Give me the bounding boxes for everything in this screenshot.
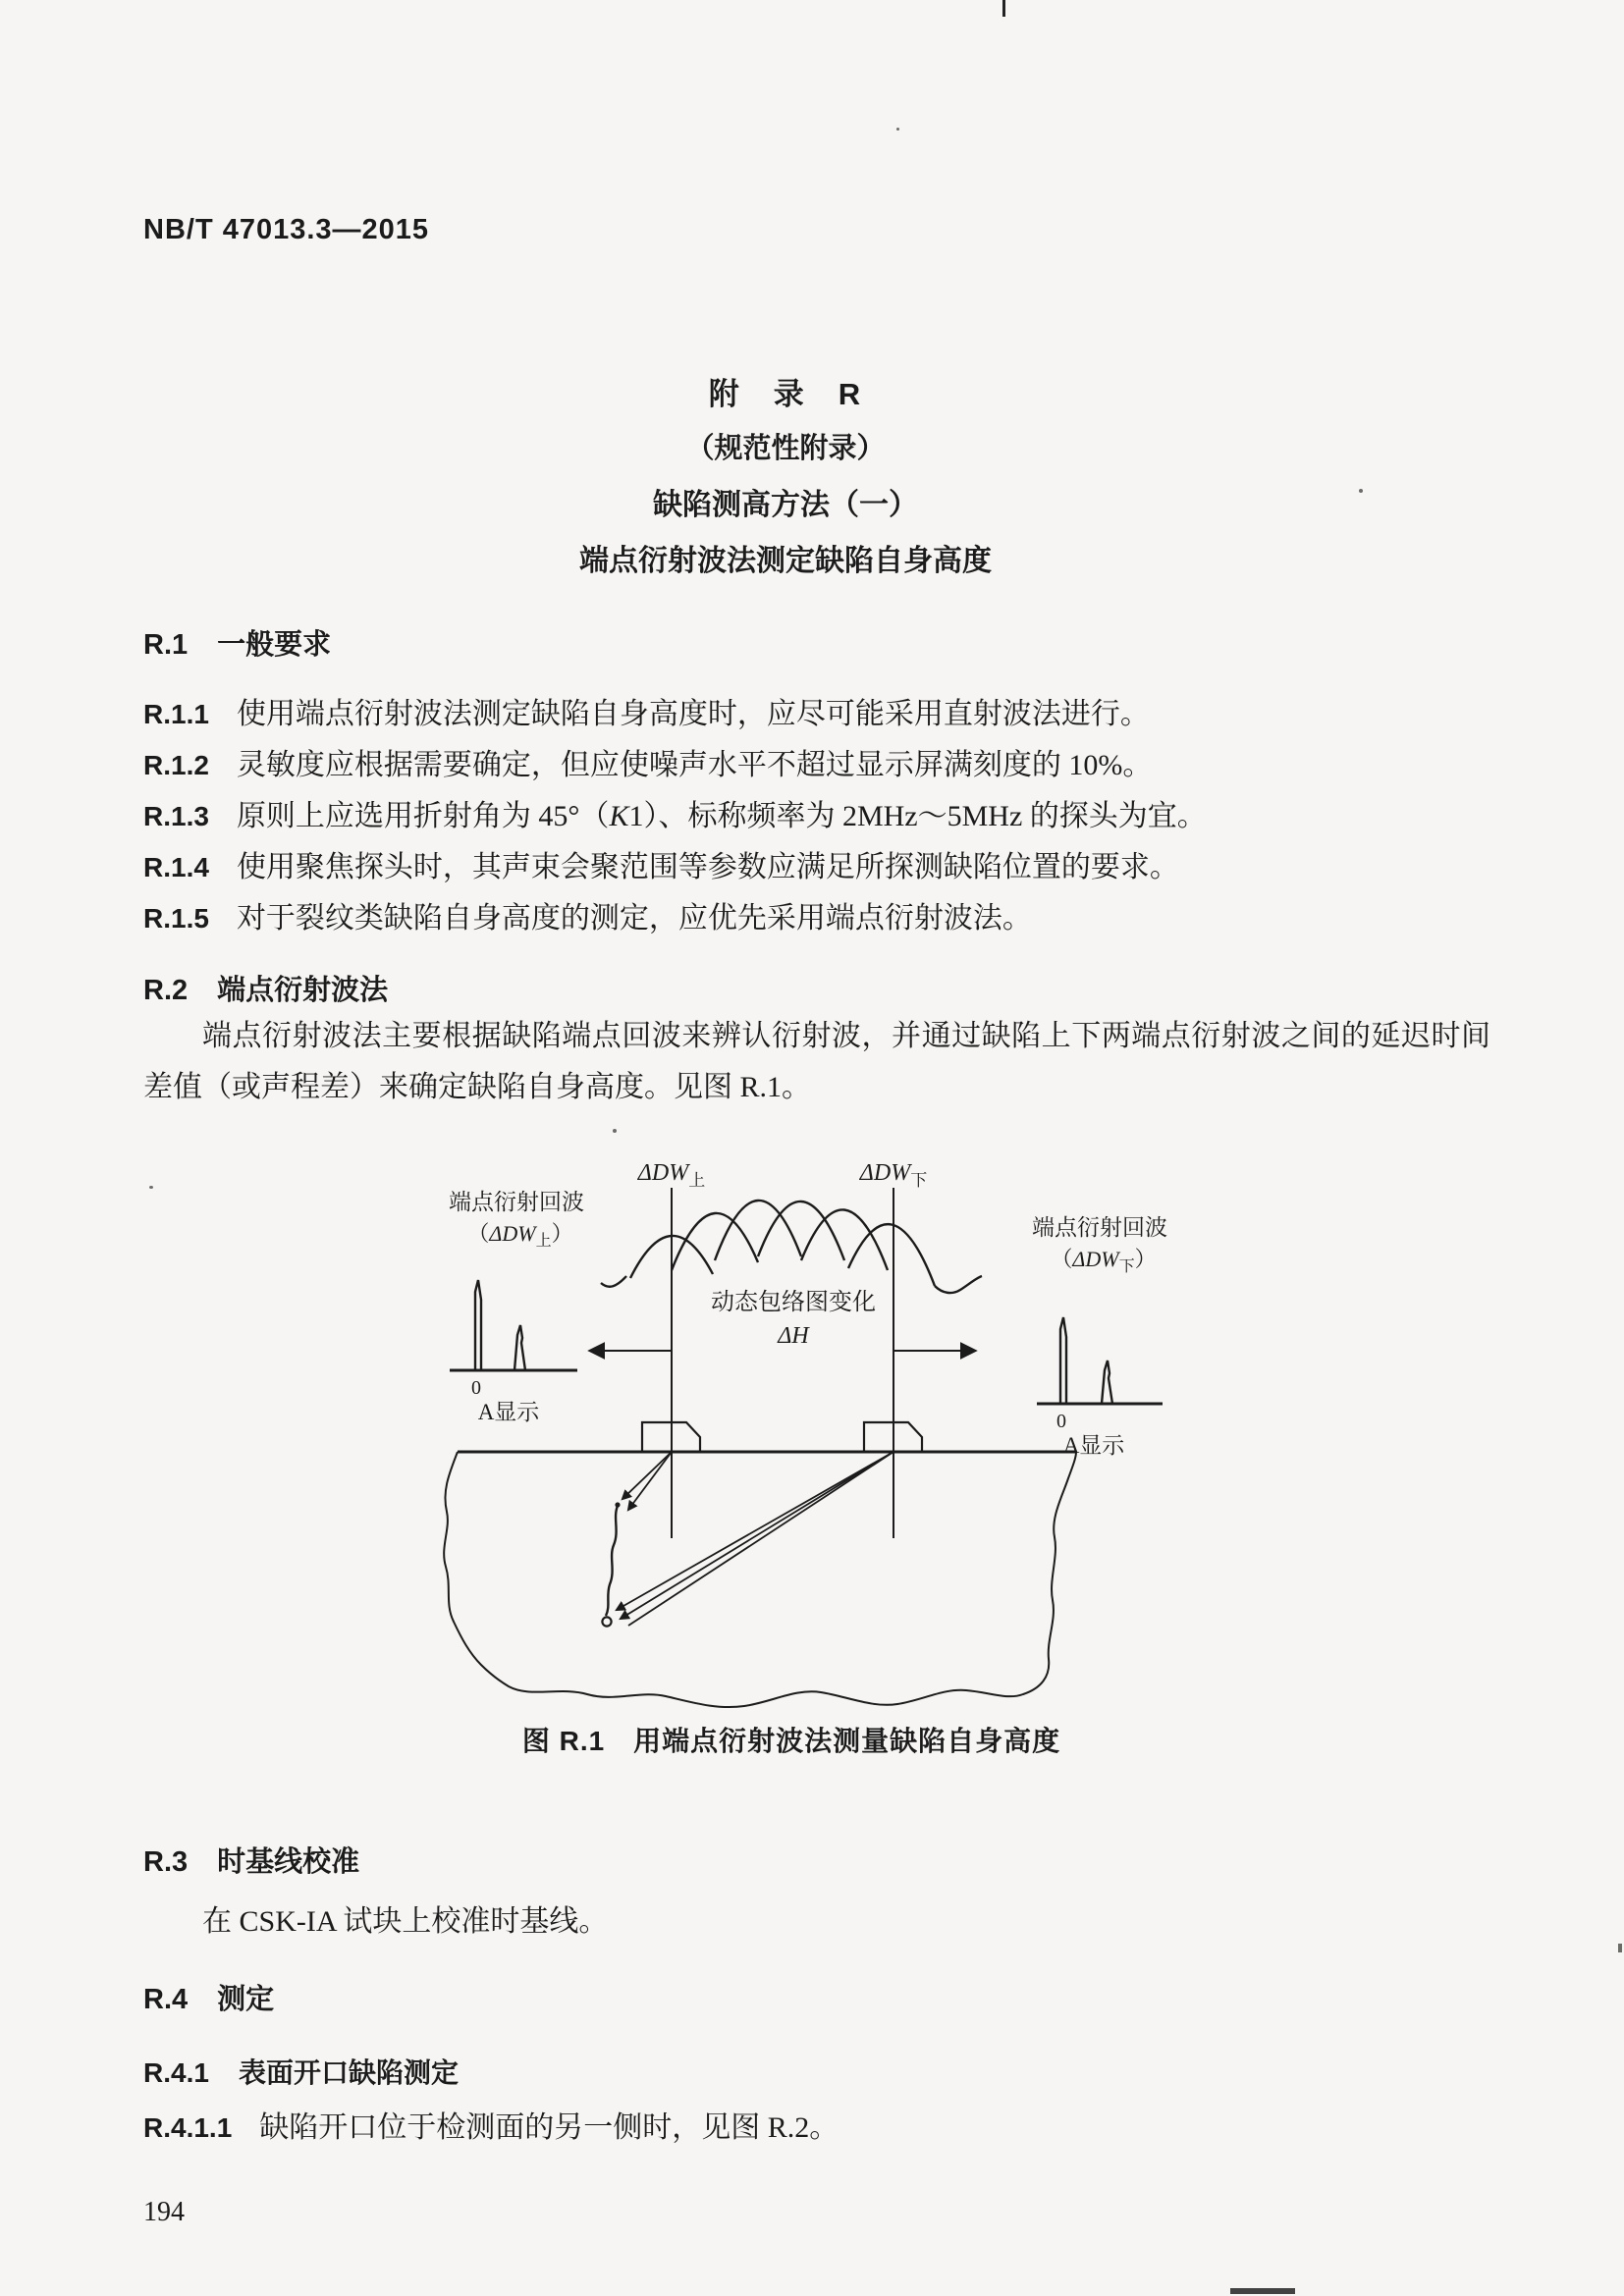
subsection-r4-1-number: R.4.1 bbox=[143, 2057, 209, 2088]
envelope-change-label: 动态包络图变化 bbox=[711, 1290, 876, 1315]
section-r2-heading bbox=[143, 968, 388, 1008]
clause-number: R.1.4 bbox=[143, 852, 209, 882]
clause-text-pre: 原则上应选用折射角为 45°（ bbox=[236, 800, 610, 832]
clause-number: R.1.1 bbox=[143, 699, 209, 729]
right-echo-caption-line2: $(\Delta DW_下)$ bbox=[1051, 1247, 1157, 1275]
section-r3-title: 时基线校准 bbox=[217, 1846, 360, 1878]
left-a-scan-zero: 0 bbox=[471, 1377, 481, 1399]
section-r2-number: R.2 bbox=[143, 975, 189, 1006]
clause-text: 对于裂纹类缺陷自身高度的测定，应优先采用端点衍射波法。 bbox=[236, 902, 1032, 934]
clause-text: 灵敏度应根据需要确定，但应使噪声水平不超过显示屏满刻度的 10%。 bbox=[236, 749, 1153, 781]
crack-defect bbox=[606, 1506, 618, 1616]
upper-tip-beam bbox=[623, 1452, 672, 1510]
right-a-scan-label: A显示 bbox=[1062, 1433, 1125, 1458]
left-echo-caption-line2: $(\Delta DW_上)$ bbox=[467, 1221, 573, 1250]
section-r3-paragraph: 在 CSK-IA 试块上校准时基线。 bbox=[202, 1905, 609, 1938]
standard-number-header: NB/T 47013.3—2015 bbox=[143, 214, 430, 245]
clause-text: 使用端点衍射波法测定缺陷自身高度时，应尽可能采用直射波法进行。 bbox=[236, 698, 1150, 730]
section-r1-number: R.1 bbox=[143, 629, 189, 661]
subsection-r4-1-heading bbox=[143, 2052, 459, 2091]
clause-r1-1 bbox=[143, 689, 1150, 732]
clause-number: R.1.5 bbox=[143, 903, 209, 934]
right-echo-caption-line1: 端点衍射回波 bbox=[1032, 1215, 1167, 1240]
dynamic-envelope-waves bbox=[601, 1201, 982, 1293]
clause-r4-1-1 bbox=[143, 2103, 839, 2146]
scan-speck bbox=[1618, 1944, 1622, 1952]
right-a-scan-zero: 0 bbox=[1056, 1411, 1066, 1432]
symbol-k-index: 1 bbox=[628, 800, 644, 832]
clause-number: R.1.3 bbox=[143, 801, 209, 831]
section-r3-heading bbox=[143, 1840, 359, 1880]
dw-upper-label: $\Delta DW_上$ bbox=[637, 1160, 706, 1190]
subsection-r4-1-title: 表面开口缺陷测定 bbox=[238, 2057, 459, 2088]
scan-speck bbox=[613, 1129, 617, 1133]
dw-lower-label: $\Delta DW_下$ bbox=[859, 1160, 928, 1190]
right-a-scan bbox=[1037, 1317, 1163, 1404]
clause-text-post: ）、标称频率为 2MHz～5MHz 的探头为宜。 bbox=[643, 800, 1207, 832]
clause-r1-3 bbox=[143, 791, 1207, 834]
appendix-subtitle-method: 缺陷测高方法（一） bbox=[653, 489, 918, 521]
left-echo-caption-line1: 端点衍射回波 bbox=[449, 1190, 584, 1214]
section-r4-heading bbox=[143, 1977, 274, 2017]
left-a-scan bbox=[450, 1280, 577, 1370]
clause-number: R.1.2 bbox=[143, 750, 209, 780]
lower-tip-beam bbox=[617, 1452, 893, 1626]
section-r4-title: 测定 bbox=[217, 1984, 275, 2015]
appendix-subtitle-technique: 端点衍射波法测定缺陷自身高度 bbox=[579, 545, 992, 577]
clause-r1-2 bbox=[143, 740, 1152, 783]
symbol-k: K bbox=[609, 800, 629, 832]
appendix-subtitle-normative: （规范性附录） bbox=[685, 433, 886, 464]
page-number: 194 bbox=[143, 2197, 185, 2227]
scan-mark-bottom bbox=[1230, 2288, 1295, 2294]
delta-h-label: ΔH bbox=[778, 1323, 809, 1349]
workpiece-outline bbox=[444, 1452, 1076, 1707]
clause-text: 使用聚焦探头时，其声束会聚范围等参数应满足所探测缺陷位置的要求。 bbox=[236, 851, 1179, 883]
section-r3-number: R.3 bbox=[143, 1846, 189, 1878]
appendix-title-block bbox=[143, 369, 1428, 579]
figure-r1-diagram bbox=[412, 1150, 1168, 1759]
appendix-title: 附 录 R bbox=[708, 377, 863, 411]
scan-mark-top bbox=[1002, 0, 1005, 17]
left-a-scan-label: A显示 bbox=[477, 1400, 540, 1424]
figure-r1-caption: 图 R.1 用端点衍射波法测量缺陷自身高度 bbox=[521, 1726, 1061, 1756]
clause-text: 缺陷开口位于检测面的另一侧时，见图 R.2。 bbox=[259, 2111, 839, 2144]
clause-r1-5 bbox=[143, 893, 1032, 936]
scan-speck bbox=[896, 128, 899, 131]
crack-lower-tip bbox=[602, 1617, 611, 1626]
clause-r1-4 bbox=[143, 842, 1179, 885]
section-r1-heading bbox=[143, 622, 331, 663]
section-r4-number: R.4 bbox=[143, 1984, 189, 2015]
clause-number: R.4.1.1 bbox=[143, 2112, 233, 2143]
section-r2-paragraph: 端点衍射波法主要根据缺陷端点回波来辨认衍射波，并通过缺陷上下两端点衍射波之间的延迟时间差值（或声程差）来确定缺陷自身高度。见图 R.1。 bbox=[143, 1020, 1490, 1103]
crack-upper-tip bbox=[615, 1502, 620, 1507]
scan-speck bbox=[149, 1186, 153, 1189]
section-r1-title: 一般要求 bbox=[217, 629, 332, 661]
section-r2-title: 端点衍射波法 bbox=[217, 975, 389, 1006]
